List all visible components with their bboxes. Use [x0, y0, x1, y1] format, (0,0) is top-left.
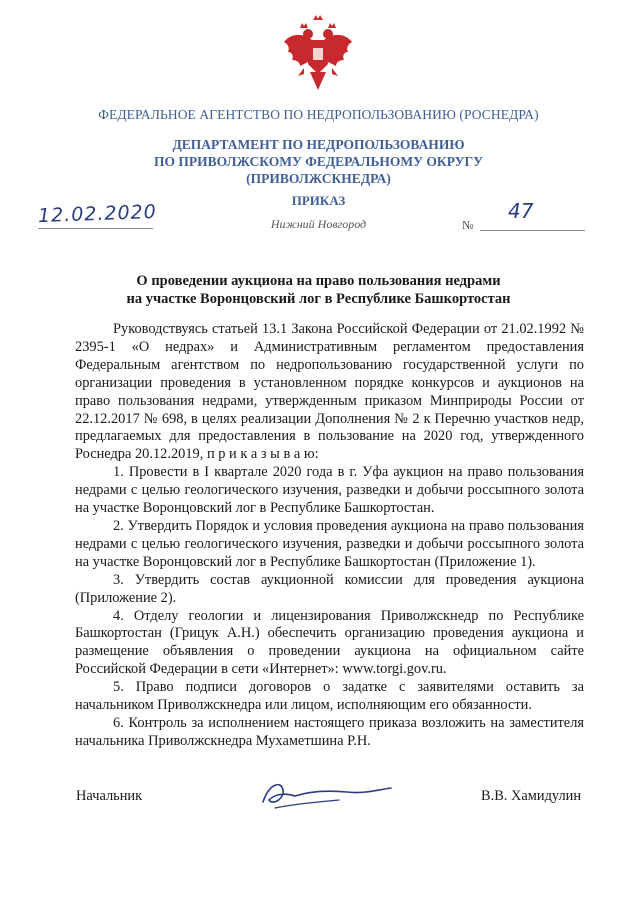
order-title	[0, 272, 637, 308]
paragraph-item-6: 6. Контроль за исполнением настоящего приказа возложить на заместителя начальника Приволжскнедра Мухаметшина Р.Н.	[75, 714, 584, 749]
department-line: ДЕПАРТАМЕНТ ПО НЕДРОПОЛЬЗОВАНИЮ	[172, 137, 465, 152]
signer-name: В.В. Хамидулин	[481, 788, 582, 804]
order-number: 47	[508, 199, 534, 223]
paragraph-item-3: 3. Утвердить состав аукционной комиссии для проведения аукциона (Приложение 2).	[75, 571, 584, 606]
number-underline	[480, 230, 585, 231]
department-line: (ПРИВОЛЖСКНЕДРА)	[246, 171, 391, 186]
title-line: на участке Воронцовский лог в Республике Башкортостан	[126, 291, 511, 307]
paragraph-item-4: 4. Отделу геологии и лицензирования Приволжскнедр по Республике Башкортостан (Грицук А.Н.) обеспечить организацию проведения аукциона и размещение объявления о проведении аукциона на официальном сайте Российской Федерации в сети «Интернет»: www.torgi.gov.ru.	[75, 607, 584, 678]
paragraph-preamble: Руководствуясь статьей 13.1 Закона Российской Федерации от 21.02.1992 № 2395-1 «О недрах» и Административным регламентом предоставления Федеральным агентством по недропользованию государственной услуги по организации проведения в установленном порядке конкурсов и аукционов на право пользования недрами, утвержденным приказом Минприроды России от 22.12.2017 № 698, в целях реализации Дополнения № 2 к Перечню участков недр, предлагаемых для предоставления в пользование на 2020 год, утвержденного Роснедра 20.12.2019, п р и к а з ы в а ю:	[75, 321, 584, 463]
title-line: О проведении аукциона на право пользования недрами	[136, 273, 501, 289]
order-date: 12.02.2020	[37, 200, 158, 228]
handwritten-signature	[255, 772, 395, 812]
department-line: ПО ПРИВОЛЖСКОМУ ФЕДЕРАЛЬНОМУ ОКРУГУ	[153, 154, 484, 169]
paragraph-item-1: 1. Провести в I квартале 2020 года в г. Уфа аукцион на право пользования недрами с целью геологического изучения, разведки и добычи россыпного золота на участке Воронцовский лог в Республике Башкортостан.	[75, 464, 584, 517]
coat-of-arms-icon	[282, 14, 354, 94]
department-name	[0, 136, 637, 187]
order-body	[75, 321, 584, 751]
number-sign: №	[462, 218, 474, 232]
signer-position: Начальник	[76, 788, 143, 804]
paragraph-item-2: 2. Утвердить Порядок и условия проведения аукциона на право пользования недрами с целью геологического изучения, разведки и добычи россыпного золота на участке Воронцовский лог в Республике Башкортостан (Приложение 1).	[75, 517, 584, 570]
agency-name: ФЕДЕРАЛЬНОЕ АГЕНТСТВО ПО НЕДРОПОЛЬЗОВАНИЮ (РОСНЕДРА)	[98, 107, 539, 122]
city: Нижний Новгород	[270, 217, 367, 231]
document-type: ПРИКАЗ	[291, 193, 346, 208]
paragraph-item-5: 5. Право подписи договоров о задатке с заявителями оставить за начальником Приволжскнедра или лицом, исполняющим его обязанности.	[75, 679, 584, 714]
